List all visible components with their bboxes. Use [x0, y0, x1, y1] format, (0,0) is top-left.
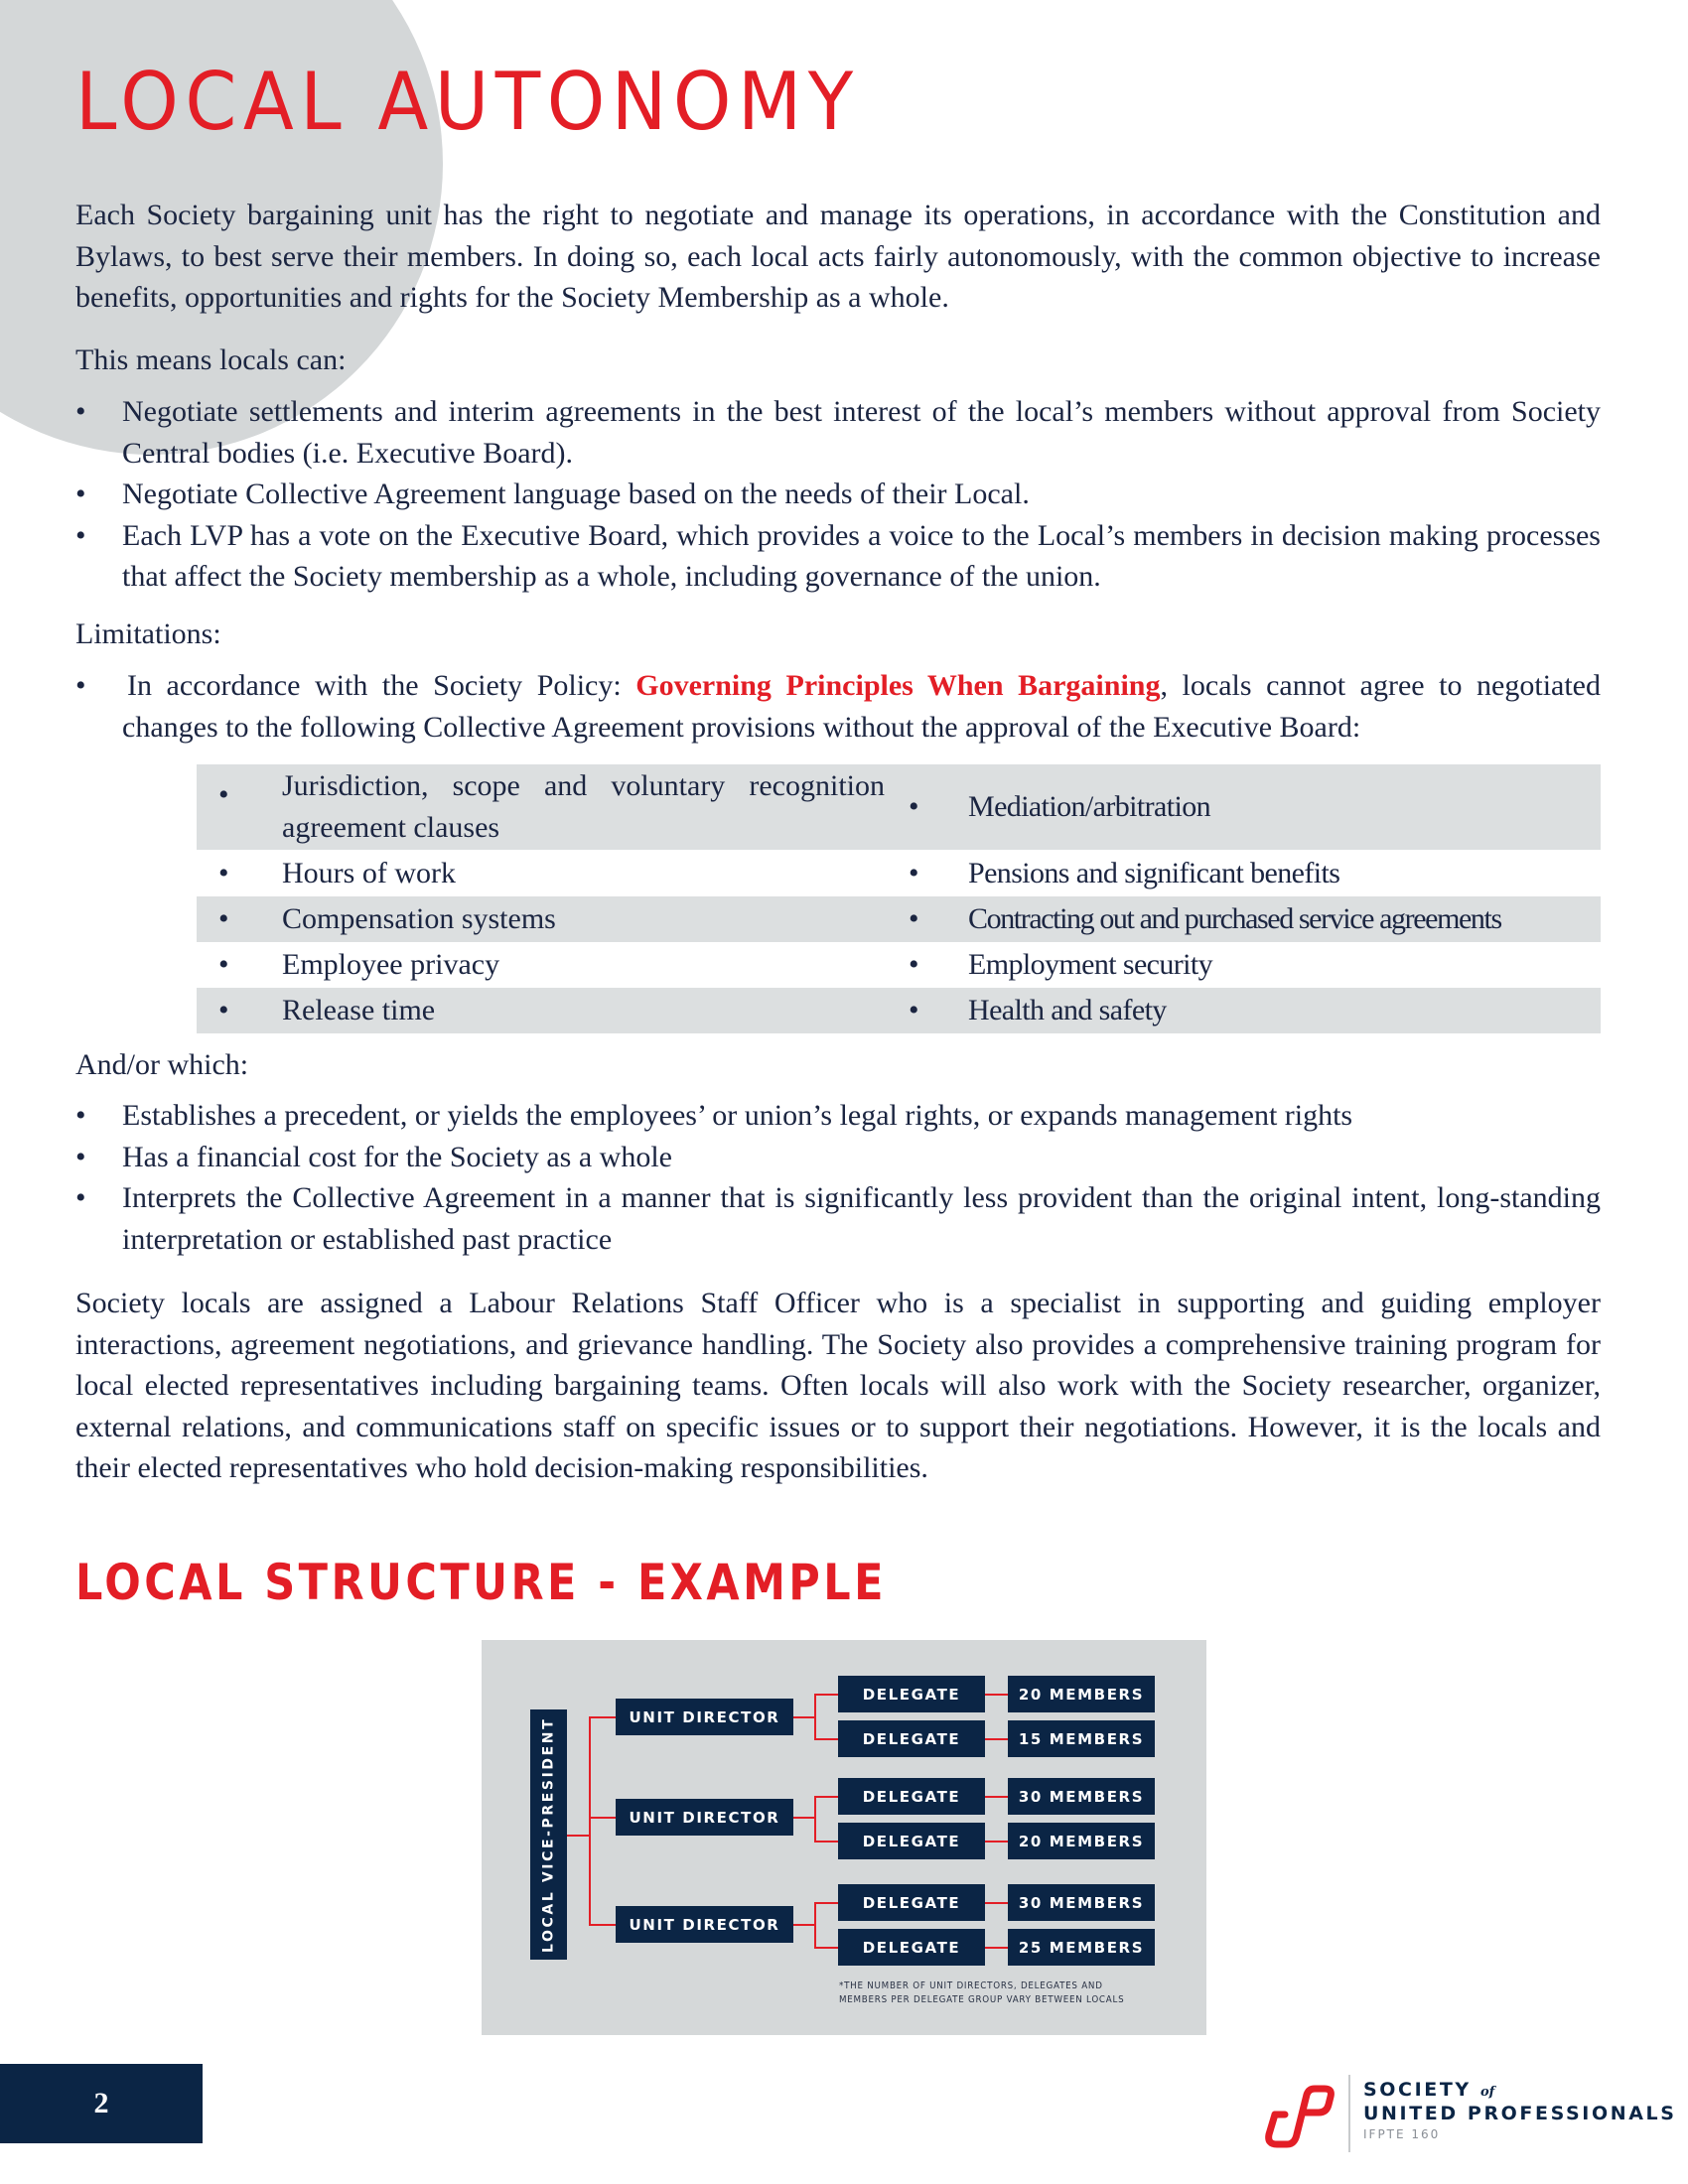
table-cell: • Employee privacy — [197, 942, 899, 988]
connector-line — [814, 1796, 816, 1842]
connector-line — [814, 1694, 816, 1739]
table-cell: • Release time — [197, 988, 899, 1033]
connector-line — [985, 1947, 1008, 1949]
bullet-icon: • — [75, 1099, 86, 1132]
bullet-icon: • — [218, 778, 229, 811]
table-cell: • Contracting out and purchased service agreements — [899, 896, 1601, 942]
connector-line — [985, 1694, 1008, 1696]
table-cell: • Mediation/arbitration — [899, 764, 1601, 850]
node-delegate: DELEGATE — [838, 1676, 985, 1712]
diagram-footnote: *THE NUMBER OF UNIT DIRECTORS, DELEGATES AND MEMBERS PER DELEGATE GROUP VARY BETWEEN LOCALS — [839, 1980, 1125, 2005]
node-members: 30 MEMBERS — [1008, 1884, 1155, 1921]
node-delegate: DELEGATE — [838, 1720, 985, 1757]
connector-line — [793, 1817, 815, 1819]
page-number: 2 — [0, 2064, 203, 2143]
connector-line — [814, 1947, 838, 1949]
logo-text-united-professionals: UNITED PROFESSIONALS — [1363, 2103, 1677, 2124]
node-members: 30 MEMBERS — [1008, 1778, 1155, 1815]
connector-line — [814, 1694, 838, 1696]
table-row — [197, 942, 1601, 988]
can-list — [0, 391, 1601, 598]
closing-paragraph: Society locals are assigned a Labour Relations Staff Officer who is a specialist in supporting and guiding employer interactions, agreement negotiations, and grievance handling. The Society also provides a comprehensive training program for local elected representatives including bargaining teams. Often locals will also work with the Society researcher, organizer, external relations, and communications staff on specific issues or to support their negotiations. However, it is the locals and their elected representatives who hold decision-making responsibilities. — [75, 1287, 1601, 1484]
list-item: • Establishes a precedent, or yields the employees’ or union’s legal rights, or expands management rights — [0, 1095, 1601, 1137]
list-item: • Each LVP has a vote on the Executive Board, which provides a voice to the Local’s members in decision making processes that affect the Society membership as a whole, including governance of the union. — [0, 515, 1601, 598]
society-logo — [1261, 2075, 1688, 2154]
node-unit-director-1: UNIT DIRECTOR — [616, 1699, 793, 1735]
list-item: • Has a financial cost for the Society as a whole — [0, 1137, 1601, 1178]
andor-list — [0, 1095, 1601, 1260]
bullet-icon: • — [218, 856, 229, 889]
node-members: 25 MEMBERS — [1008, 1929, 1155, 1966]
node-unit-director-3: UNIT DIRECTOR — [616, 1906, 793, 1943]
local-structure-diagram — [482, 1640, 1206, 2035]
andor-label: And/or which: — [75, 1048, 249, 1081]
limitations-label: Limitations: — [75, 617, 221, 650]
connector-line — [814, 1902, 838, 1904]
table-row — [197, 896, 1601, 942]
bullet-icon: • — [218, 994, 229, 1026]
bullet-icon: • — [218, 948, 229, 981]
bullet-icon: • — [75, 518, 86, 552]
bullet-icon: • — [75, 478, 86, 510]
table-cell: • Employment security — [899, 942, 1601, 988]
bullet-icon: • — [218, 902, 229, 935]
connector-line — [567, 1835, 590, 1837]
logo-text-ifpte: IFPTE 160 — [1363, 2127, 1441, 2141]
table-row — [197, 988, 1601, 1033]
table-cell: • Hours of work — [197, 850, 899, 896]
connector-line — [985, 1738, 1008, 1740]
intro-paragraph: Each Society bargaining unit has the right to negotiate and manage its operations, in accordance with the Constitution and Bylaws, to best serve their members. In doing so, each local acts fairly autonomously, with the common objective to increase benefits, opportunities and rights for the Society Membership as a whole. — [75, 199, 1601, 314]
provisions-table — [197, 764, 1601, 1033]
list-item: • Negotiate Collective Agreement language based on the needs of their Local. — [0, 474, 1601, 515]
bullet-icon: • — [909, 994, 919, 1026]
connector-line — [985, 1841, 1008, 1843]
connector-line — [814, 1841, 838, 1843]
table-cell: • Compensation systems — [197, 896, 899, 942]
list-item: • Negotiate settlements and interim agreements in the best interest of the local’s members without approval from Society Central bodies (i.e. Executive Board). — [0, 391, 1601, 474]
section-heading-structure: LOCAL STRUCTURE - EXAMPLE — [75, 1554, 887, 1611]
node-local-vice-president: LOCAL VICE-PRESIDENT — [530, 1709, 567, 1960]
node-delegate: DELEGATE — [838, 1929, 985, 1966]
logo-text-society: SOCIETY — [1363, 2079, 1472, 2101]
page-title: LOCAL AUTONOMY — [75, 56, 860, 148]
table-row — [197, 850, 1601, 896]
logo-divider — [1348, 2075, 1350, 2152]
connector-line — [814, 1902, 816, 1948]
connector-line — [589, 1716, 591, 1926]
bullet-icon: • — [909, 902, 919, 935]
node-members: 15 MEMBERS — [1008, 1720, 1155, 1757]
connector-line — [589, 1716, 616, 1718]
governing-principles-link[interactable]: Governing Principles When Bargaining — [635, 669, 1161, 702]
bullet-icon: • — [909, 856, 919, 889]
logo-text-of: of — [1479, 2085, 1495, 2100]
table-cell: • Jurisdiction, scope and voluntary recognition agreement clauses — [218, 769, 885, 844]
sup-logo-icon — [1261, 2075, 1340, 2152]
node-delegate: DELEGATE — [838, 1884, 985, 1921]
table-cell: • Health and safety — [899, 988, 1601, 1033]
bullet-icon: • — [75, 669, 86, 702]
node-delegate: DELEGATE — [838, 1778, 985, 1815]
node-unit-director-2: UNIT DIRECTOR — [616, 1799, 793, 1836]
connector-line — [589, 1817, 616, 1819]
bullet-icon: • — [75, 1181, 86, 1214]
connector-line — [814, 1796, 838, 1798]
connector-line — [985, 1796, 1008, 1798]
limitations-list — [0, 665, 1601, 748]
table-cell: • Pensions and significant benefits — [899, 850, 1601, 896]
node-delegate: DELEGATE — [838, 1823, 985, 1859]
connector-line — [589, 1924, 616, 1926]
node-members: 20 MEMBERS — [1008, 1676, 1155, 1712]
connector-line — [793, 1716, 815, 1718]
bullet-icon: • — [909, 948, 919, 981]
table-row — [197, 764, 1601, 850]
connector-line — [814, 1738, 838, 1740]
connector-line — [985, 1902, 1008, 1904]
can-label: This means locals can: — [75, 343, 347, 376]
list-item: • In accordance with the Society Policy: Governing Principles When Bargaining, locals cannot agree to negotiated changes to the following Collective Agreement provisions without the approval of the Executive Board: — [0, 665, 1601, 748]
bullet-icon: • — [75, 395, 86, 428]
bullet-icon: • — [909, 790, 919, 823]
node-members: 20 MEMBERS — [1008, 1823, 1155, 1859]
connector-line — [793, 1924, 815, 1926]
bullet-icon: • — [75, 1140, 86, 1173]
list-item: • Interprets the Collective Agreement in a manner that is significantly less provident than the original intent, long-standing interpretation or established past practice — [0, 1177, 1601, 1260]
